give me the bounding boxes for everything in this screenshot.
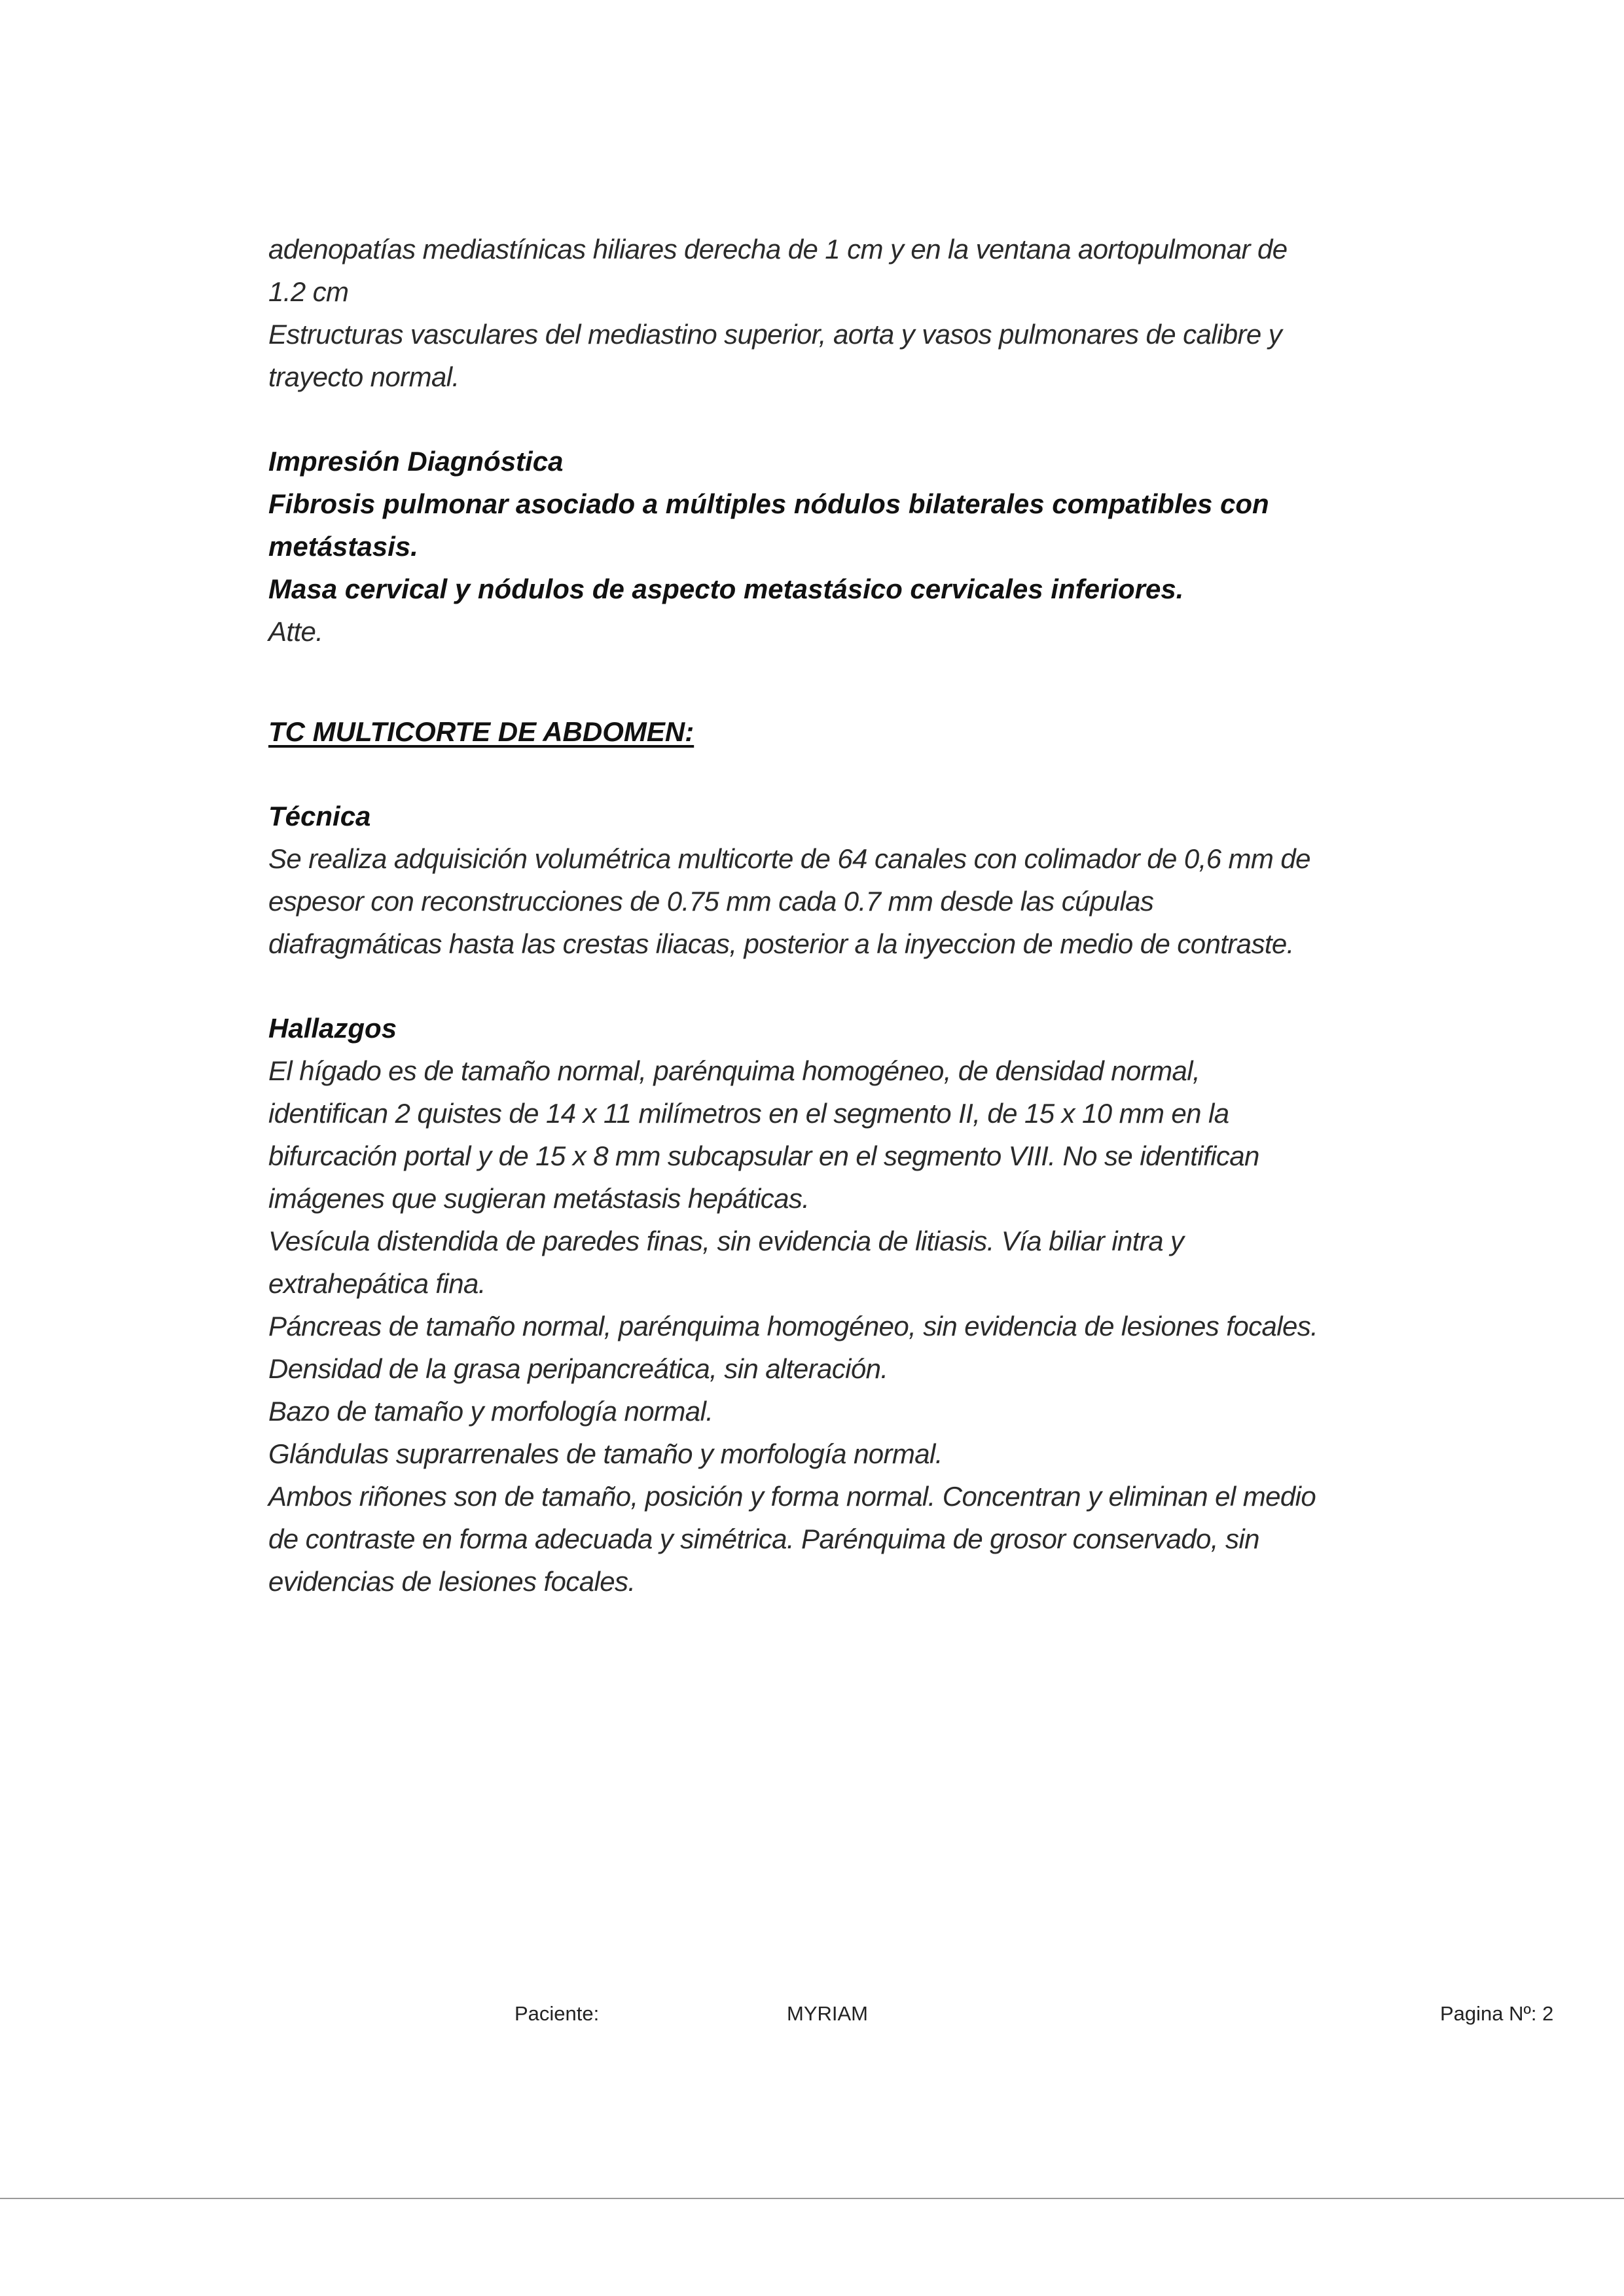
text-line: metástasis. xyxy=(268,531,418,562)
hallazgos xyxy=(268,1007,1318,1603)
text-line: identifican 2 quistes de 14 x 11 milímetros en el segmento II, de 15 x 10 mm en la xyxy=(268,1098,1229,1129)
text-line: El hígado es de tamaño normal, parénquima homogéneo, de densidad normal, xyxy=(268,1055,1200,1086)
text-line: Bazo de tamaño y morfología normal. xyxy=(268,1396,713,1427)
page-number: Pagina Nº: 2 xyxy=(1440,2002,1554,2025)
footer-divider xyxy=(0,2198,1624,2199)
text-line: extrahepática fina. xyxy=(268,1268,486,1299)
text-line: espesor con reconstrucciones de 0.75 mm cada 0.7 mm desde las cúpulas xyxy=(268,886,1154,917)
section-title: TC MULTICORTE DE ABDOMEN: xyxy=(268,716,695,747)
text-line: Se realiza adquisición volumétrica multicorte de 64 canales con colimador de 0,6 mm de xyxy=(268,843,1310,874)
impresion-title: Impresión Diagnóstica xyxy=(268,446,564,477)
hallazgos-title: Hallazgos xyxy=(268,1013,397,1044)
text-line: Glándulas suprarrenales de tamaño y morfología normal. xyxy=(268,1438,943,1469)
text-line: Vesícula distendida de paredes finas, sin evidencia de litiasis. Vía biliar intra y xyxy=(268,1226,1184,1256)
text-line: evidencias de lesiones focales. xyxy=(268,1566,636,1597)
text-line: 1.2 cm xyxy=(268,276,349,307)
findings-continuation xyxy=(268,228,1290,398)
tecnica xyxy=(268,795,1310,965)
text-line: imágenes que sugieran metástasis hepáticas. xyxy=(268,1183,810,1214)
text-line: trayecto normal. xyxy=(268,361,460,392)
text-line: Páncreas de tamaño normal, parénquima homogéneo, sin evidencia de lesiones focales. xyxy=(268,1311,1318,1341)
text-line: de contraste en forma adecuada y simétrica. Parénquima de grosor conservado, sin xyxy=(268,1523,1259,1554)
text-line: adenopatías mediastínicas hiliares derecha de 1 cm y en la ventana aortopulmonar de xyxy=(268,234,1288,264)
text-line: bifurcación portal y de 15 x 8 mm subcapsular en el segmento VIII. No se identifican xyxy=(268,1140,1259,1171)
tecnica-title: Técnica xyxy=(268,801,371,831)
text-line: Fibrosis pulmonar asociado a múltiples nódulos bilaterales compatibles con xyxy=(268,488,1269,519)
impresion-diagnostica xyxy=(268,440,1290,653)
text-line: Masa cervical y nódulos de aspecto metastásico cervicales inferiores. xyxy=(268,574,1184,604)
text-line: Densidad de la grasa peripancreática, sin alteración. xyxy=(268,1353,888,1384)
text-line: Estructuras vasculares del mediastino superior, aorta y vasos pulmonares de calibre y xyxy=(268,319,1282,350)
patient-label: Paciente: xyxy=(514,2002,600,2025)
text-line: diafragmáticas hasta las crestas iliacas, posterior a la inyeccion de medio de contraste. xyxy=(268,928,1294,959)
text-line: Ambos riñones son de tamaño, posición y forma normal. Concentran y eliminan el medio xyxy=(268,1481,1316,1512)
patient-name: MYRIAM xyxy=(787,2002,868,2025)
signoff: Atte. xyxy=(268,616,323,647)
report-body xyxy=(268,228,1318,1603)
